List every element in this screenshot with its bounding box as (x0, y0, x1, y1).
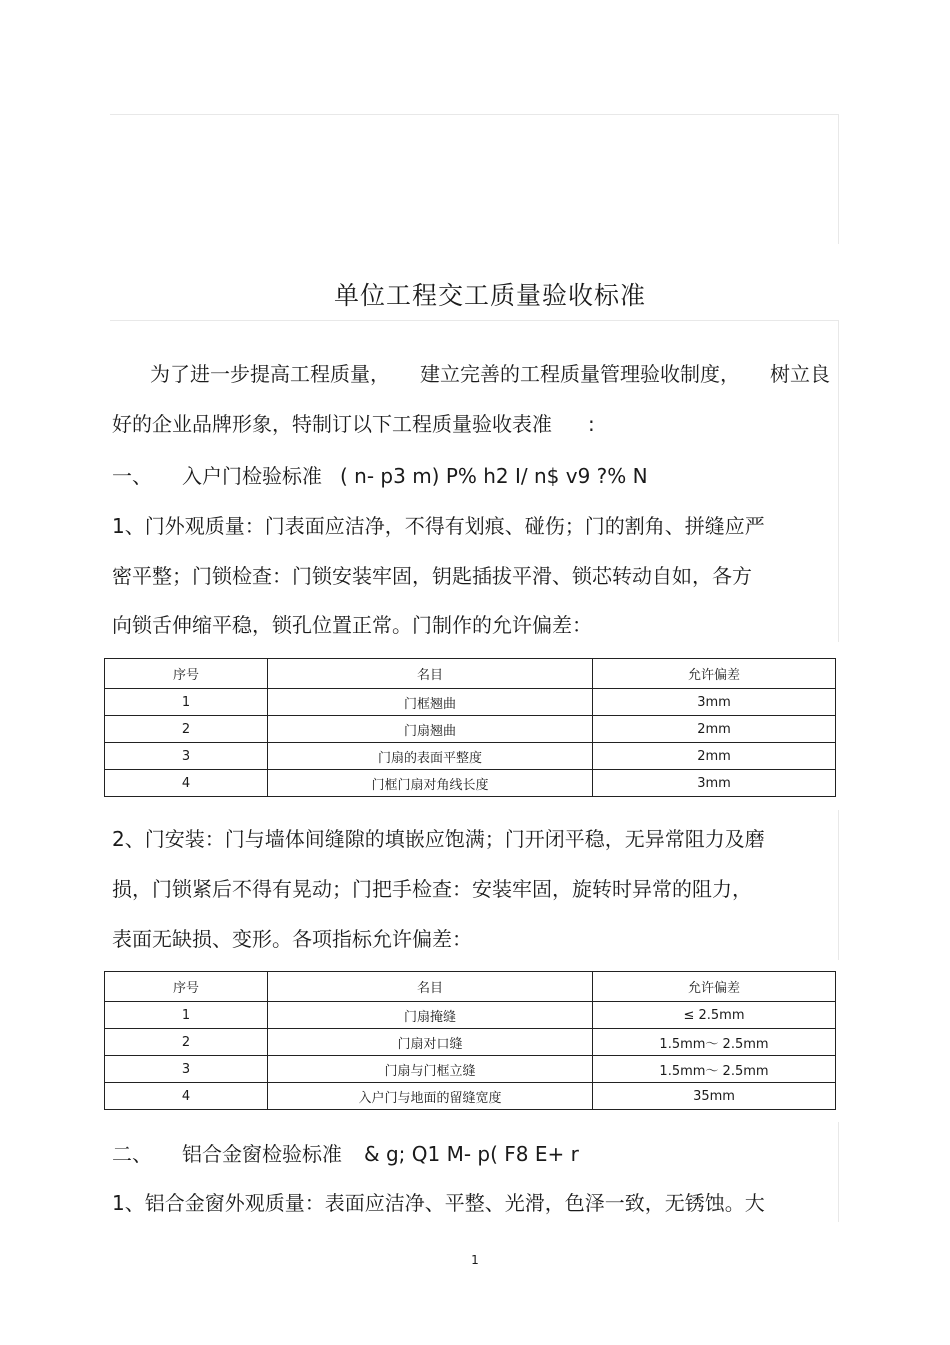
header-item: 名目 (268, 659, 593, 689)
item-2-line-1: 2、门安装：门与墙体间缝隙的填嵌应饱满；门开闭平稳，无异常阻力及磨 (112, 827, 765, 851)
scan-rule-right-top (838, 114, 839, 244)
cell-tolerance: 2mm (593, 743, 836, 770)
cell-index: 4 (105, 770, 268, 797)
item-1-line-3: 向锁舌伸缩平稳，锁孔位置正常。门制作的允许偏差： (112, 613, 592, 637)
table-row (105, 1029, 836, 1056)
intro-segment-b: 建立完善的工程质量管理验收制度， (420, 362, 740, 386)
section-1-title: 入户门检验标准 (182, 464, 322, 488)
cell-tolerance: 35mm (593, 1083, 836, 1110)
cell-index: 1 (105, 1002, 268, 1029)
cell-index: 1 (105, 689, 268, 716)
table-row (105, 689, 836, 716)
scan-rule-under-title (110, 320, 838, 321)
header-index: 序号 (105, 972, 268, 1002)
section-1-heading (112, 460, 648, 489)
cell-tolerance: 1.5mm～ 2.5mm (593, 1029, 836, 1056)
cell-item: 门框门扇对角线长度 (268, 770, 593, 797)
table-row (105, 716, 836, 743)
section-1-number: 一、 (112, 464, 152, 488)
intro-segment-a: 为了进一步提高工程质量， (150, 362, 390, 386)
item-2-line-2: 损，门锁紧后不得有晃动；门把手检查：安装牢固，旋转时异常的阻力， (112, 877, 752, 901)
cell-item: 门扇掩缝 (268, 1002, 593, 1029)
cell-item: 门扇的表面平整度 (268, 743, 593, 770)
cell-item: 入户门与地面的留缝宽度 (268, 1083, 593, 1110)
scan-rule-right-low (838, 1122, 839, 1222)
header-item: 名目 (268, 972, 593, 1002)
cell-tolerance: 3mm (593, 689, 836, 716)
page-number: 1 (471, 1253, 479, 1267)
cell-tolerance: 1.5mm～ 2.5mm (593, 1056, 836, 1083)
cell-tolerance: ≤ 2.5mm (593, 1002, 836, 1029)
intro-segment-d: 好的企业品牌形象，特制订以下工程质量验收表准 (112, 412, 552, 436)
document-title: 单位工程交工质量验收标准 (333, 281, 646, 310)
section-2-number: 二、 (112, 1142, 152, 1166)
section-2-heading (112, 1138, 579, 1167)
section-1-garbled-text: ( n- p3 m) P% h2 I/ n$ v9 ?% N (340, 464, 648, 488)
cell-index: 3 (105, 743, 268, 770)
intro-line-2 (112, 408, 595, 437)
cell-index: 2 (105, 1029, 268, 1056)
section-2-garbled-text: & g; Q1 M- p( F8 E+ r (364, 1142, 579, 1166)
table-row (105, 743, 836, 770)
scan-rule-top (110, 114, 838, 115)
section-2-title: 铝合金窗检验标准 (182, 1142, 342, 1166)
scan-rule-right-mid (838, 320, 839, 642)
header-tolerance: 允许偏差 (593, 972, 836, 1002)
table-header-row (105, 659, 836, 689)
cell-tolerance: 3mm (593, 770, 836, 797)
table-header-row (105, 972, 836, 1002)
scan-rule-right-mid2 (838, 810, 839, 960)
item-3-line-1: 1、铝合金窗外观质量：表面应洁净、平整、光滑，色泽一致，无锈蚀。大 (112, 1191, 765, 1215)
cell-index: 2 (105, 716, 268, 743)
cell-item: 门扇翘曲 (268, 716, 593, 743)
intro-line-1 (150, 358, 830, 387)
cell-item: 门扇对口缝 (268, 1029, 593, 1056)
header-index: 序号 (105, 659, 268, 689)
door-tolerance-table (104, 658, 836, 797)
intro-segment-c: 树立良 (770, 362, 830, 386)
table-row (105, 770, 836, 797)
item-1-line-1: 1、门外观质量：门表面应洁净，不得有划痕、碰伤；门的割角、拼缝应严 (112, 514, 765, 538)
intro-colon: : (588, 412, 595, 436)
header-tolerance: 允许偏差 (593, 659, 836, 689)
item-1-line-2: 密平整；门锁检查：门锁安装牢固，钥匙插拔平滑、锁芯转动自如，各方 (112, 564, 752, 588)
cell-item: 门扇与门框立缝 (268, 1056, 593, 1083)
door-installation-table (104, 971, 836, 1110)
table-row (105, 1002, 836, 1029)
cell-index: 4 (105, 1083, 268, 1110)
cell-item: 门框翘曲 (268, 689, 593, 716)
cell-tolerance: 2mm (593, 716, 836, 743)
table-row (105, 1083, 836, 1110)
cell-index: 3 (105, 1056, 268, 1083)
item-2-line-3: 表面无缺损、变形。各项指标允许偏差： (112, 927, 472, 951)
table-row (105, 1056, 836, 1083)
